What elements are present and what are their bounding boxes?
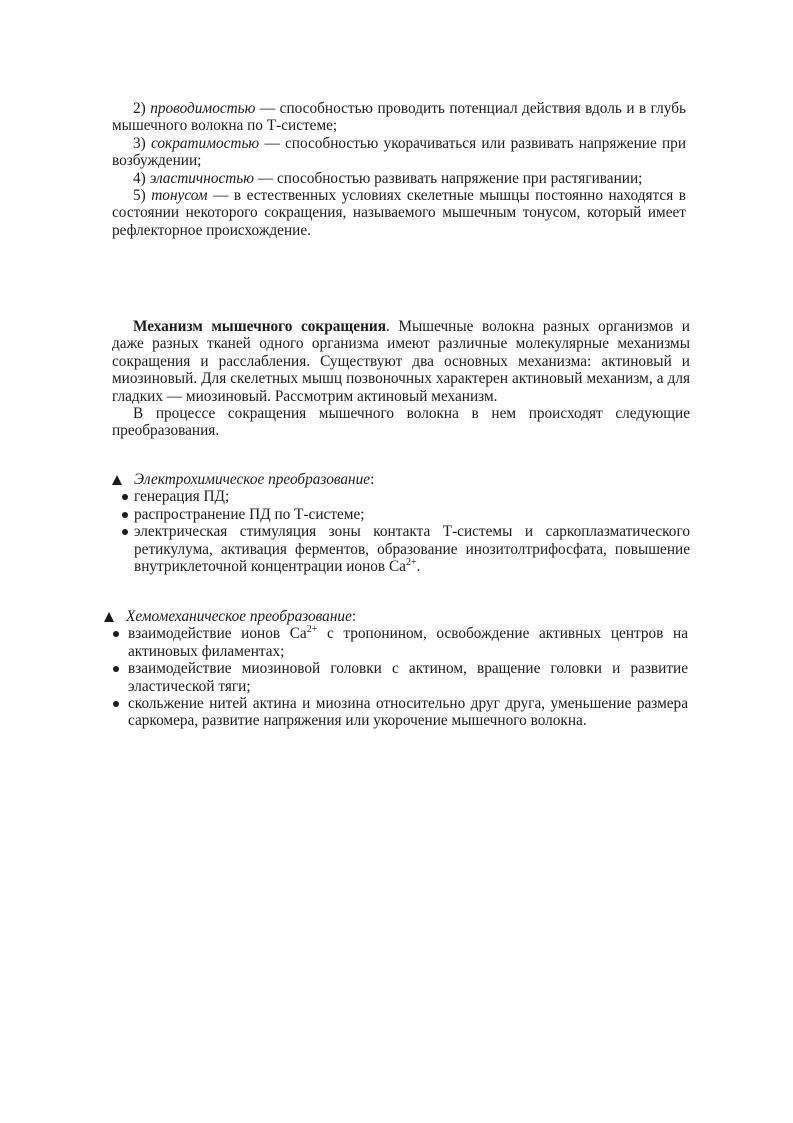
section-heading: Механизм мышечного сокращения <box>133 318 386 335</box>
bullet-dot-icon <box>122 529 128 535</box>
list-item <box>104 625 688 660</box>
title-colon: : <box>370 471 375 488</box>
bullet-dot-icon <box>113 666 119 672</box>
property-number: 5) <box>133 187 146 205</box>
list-item-text: электрическая стимуляция зоны контакта Т-системы и саркоплазматического ретикулума, активация ферментов, образование инозитолтрифосфата, повышение внутриклеточной концентрации ионов Ca <box>134 523 690 576</box>
list-item-text: скольжение нитей актина и миозина относительно друг друга, уменьшение размера саркомера, развитие напряжения или укорочение мышечного волокна. <box>128 695 688 730</box>
property-elasticity <box>112 170 686 187</box>
superscript: 2+ <box>405 556 417 568</box>
property-term: сократимостью <box>151 134 260 152</box>
title-colon: : <box>351 608 357 625</box>
electrochemical-list <box>112 488 690 575</box>
property-text: — в естественных условиях скелетные мышцы постоянно находятся в состоянии некоторого сокращения, называемого мышечным тонусом, который имеет рефлекторное происхождение. <box>112 187 686 239</box>
list-item <box>104 695 688 730</box>
property-contractility <box>112 135 686 170</box>
property-term: тонусом <box>151 187 208 205</box>
mechanism-section <box>112 318 690 440</box>
subsection-title: Хемомеханическое преобразование <box>126 608 352 625</box>
property-text: — способностью развивать напряжение при растягивании; <box>257 169 643 187</box>
bullet-dot-icon <box>122 512 128 518</box>
property-number: 2) <box>133 100 146 117</box>
superscript: 2+ <box>306 624 318 636</box>
triangle-bullet-icon <box>104 612 114 622</box>
property-conductivity <box>112 100 686 135</box>
electrochemical-section <box>112 471 690 575</box>
list-item-text: распространение ПД по Т-системе; <box>134 505 365 523</box>
list-item <box>112 506 690 523</box>
list-item-text: генерация ПД; <box>134 488 230 506</box>
list-item-end: с тропонином, освобождение активных центров на актиновых филаментах; <box>128 625 689 660</box>
list-item <box>104 660 688 695</box>
property-term: проводимостью <box>150 100 256 117</box>
paragraph-text: . Мышечные волокна разных организмов и даже разных тканей одного организма имеют различные молекулярные механизмы сокращения и расслабления. Существуют два основных механизма: актиновый и миозиновый. Для скелетных мышц позвоночных характерен актиновый механизм, а для гладких — миозиновый. Рассмотрим актиновый механизм. <box>112 318 690 405</box>
list-item-end: . <box>416 558 421 576</box>
triangle-bullet-icon <box>112 475 122 485</box>
property-number: 4) <box>133 169 146 187</box>
list-item-text: взаимодействие ионов Ca <box>128 625 307 643</box>
chemomechanical-heading <box>104 608 688 625</box>
mechanism-paragraph <box>112 318 690 405</box>
electrochemical-heading <box>112 471 690 488</box>
list-item <box>112 488 690 505</box>
list-item <box>112 523 690 575</box>
property-tonus <box>112 187 686 239</box>
property-term: эластичностью <box>149 169 255 187</box>
property-text: — способностью укорачиваться или развивать напряжение при возбуждении; <box>112 134 687 170</box>
property-number: 3) <box>133 134 146 152</box>
list-item-text: взаимодействие миозиновой головки с актином, вращение головки и развитие эластической тяги; <box>128 660 688 695</box>
property-text: — способностью проводить потенциал действия вдоль и в глубь мышечного волокна по Т-системе; <box>112 100 686 135</box>
chemomechanical-section <box>104 608 688 730</box>
transformations-intro: В процессе сокращения мышечного волокна в нем происходят следующие преобразования. <box>112 405 690 440</box>
chemomechanical-list <box>104 625 688 729</box>
bullet-dot-icon <box>122 494 128 500</box>
muscle-properties-list <box>112 100 686 239</box>
bullet-dot-icon <box>113 701 119 707</box>
bullet-dot-icon <box>113 631 119 637</box>
subsection-title: Электрохимическое преобразование <box>134 471 371 488</box>
